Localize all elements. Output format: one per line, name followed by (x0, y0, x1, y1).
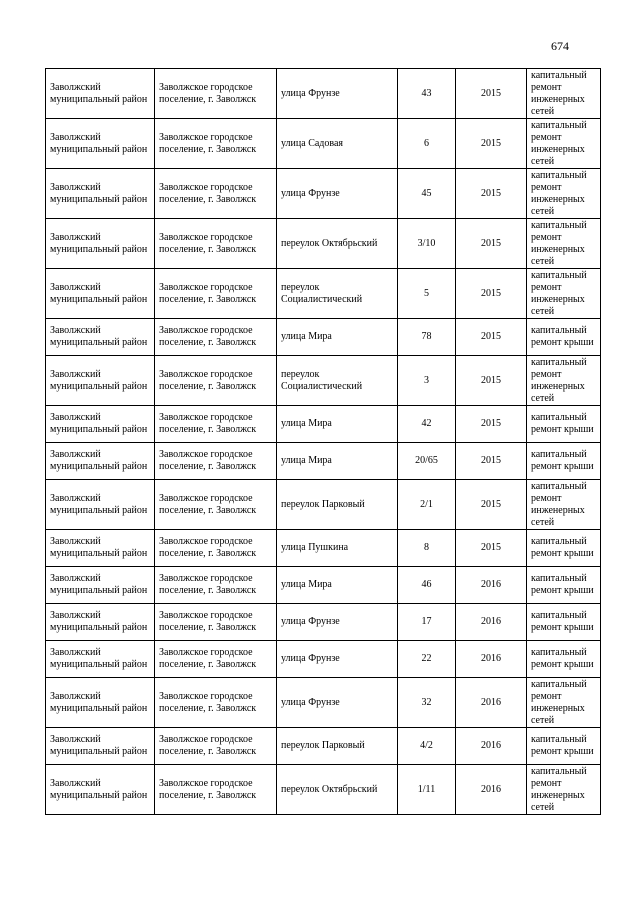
street-cell: переулок Октябрьский (277, 219, 398, 269)
district-cell: Заволжский муниципальный район (46, 765, 155, 815)
house-number-cell: 42 (398, 406, 456, 443)
year-cell: 2015 (456, 480, 527, 530)
work-type-cell: капитальный ремонт крыши (527, 406, 601, 443)
house-number-cell: 78 (398, 319, 456, 356)
year-cell: 2015 (456, 530, 527, 567)
settlement-cell: Заволжское городское поселение, г. Заволжск (155, 604, 277, 641)
settlement-cell: Заволжское городское поселение, г. Заволжск (155, 406, 277, 443)
house-number-cell: 20/65 (398, 443, 456, 480)
housing-repair-table (45, 68, 601, 815)
work-type-cell: капитальный ремонт инженерных сетей (527, 169, 601, 219)
house-number-cell: 46 (398, 567, 456, 604)
settlement-cell: Заволжское городское поселение, г. Заволжск (155, 269, 277, 319)
house-number-cell: 3/10 (398, 219, 456, 269)
year-cell: 2016 (456, 567, 527, 604)
district-cell: Заволжский муниципальный район (46, 69, 155, 119)
work-type-cell: капитальный ремонт инженерных сетей (527, 119, 601, 169)
street-cell: переулок Парковый (277, 728, 398, 765)
year-cell: 2015 (456, 356, 527, 406)
district-cell: Заволжский муниципальный район (46, 356, 155, 406)
street-cell: улица Пушкина (277, 530, 398, 567)
street-cell: улица Мира (277, 443, 398, 480)
table-row (46, 678, 601, 728)
year-cell: 2016 (456, 765, 527, 815)
street-cell: переулок Социалистический (277, 269, 398, 319)
year-cell: 2015 (456, 319, 527, 356)
table-row (46, 69, 601, 119)
year-cell: 2015 (456, 443, 527, 480)
district-cell: Заволжский муниципальный район (46, 480, 155, 530)
district-cell: Заволжский муниципальный район (46, 406, 155, 443)
settlement-cell: Заволжское городское поселение, г. Заволжск (155, 530, 277, 567)
year-cell: 2015 (456, 406, 527, 443)
district-cell: Заволжский муниципальный район (46, 169, 155, 219)
table-row (46, 728, 601, 765)
house-number-cell: 17 (398, 604, 456, 641)
table-row (46, 443, 601, 480)
table-row (46, 567, 601, 604)
district-cell: Заволжский муниципальный район (46, 641, 155, 678)
house-number-cell: 5 (398, 269, 456, 319)
street-cell: улица Фрунзе (277, 678, 398, 728)
street-cell: улица Мира (277, 319, 398, 356)
year-cell: 2015 (456, 219, 527, 269)
settlement-cell: Заволжское городское поселение, г. Заволжск (155, 443, 277, 480)
table-row (46, 269, 601, 319)
table-row (46, 480, 601, 530)
work-type-cell: капитальный ремонт крыши (527, 443, 601, 480)
district-cell: Заволжский муниципальный район (46, 269, 155, 319)
year-cell: 2016 (456, 641, 527, 678)
work-type-cell: капитальный ремонт крыши (527, 641, 601, 678)
street-cell: улица Фрунзе (277, 69, 398, 119)
street-cell: улица Мира (277, 567, 398, 604)
settlement-cell: Заволжское городское поселение, г. Заволжск (155, 356, 277, 406)
year-cell: 2016 (456, 728, 527, 765)
settlement-cell: Заволжское городское поселение, г. Заволжск (155, 169, 277, 219)
street-cell: переулок Социалистический (277, 356, 398, 406)
house-number-cell: 4/2 (398, 728, 456, 765)
settlement-cell: Заволжское городское поселение, г. Заволжск (155, 119, 277, 169)
work-type-cell: капитальный ремонт крыши (527, 728, 601, 765)
table-row (46, 319, 601, 356)
district-cell: Заволжский муниципальный район (46, 219, 155, 269)
house-number-cell: 22 (398, 641, 456, 678)
work-type-cell: капитальный ремонт инженерных сетей (527, 678, 601, 728)
year-cell: 2016 (456, 678, 527, 728)
year-cell: 2015 (456, 119, 527, 169)
work-type-cell: капитальный ремонт крыши (527, 319, 601, 356)
settlement-cell: Заволжское городское поселение, г. Заволжск (155, 678, 277, 728)
table-row (46, 406, 601, 443)
work-type-cell: капитальный ремонт инженерных сетей (527, 480, 601, 530)
house-number-cell: 43 (398, 69, 456, 119)
street-cell: улица Фрунзе (277, 169, 398, 219)
street-cell: переулок Парковый (277, 480, 398, 530)
street-cell: улица Мира (277, 406, 398, 443)
district-cell: Заволжский муниципальный район (46, 119, 155, 169)
settlement-cell: Заволжское городское поселение, г. Заволжск (155, 69, 277, 119)
district-cell: Заволжский муниципальный район (46, 530, 155, 567)
district-cell: Заволжский муниципальный район (46, 319, 155, 356)
street-cell: улица Фрунзе (277, 641, 398, 678)
year-cell: 2015 (456, 269, 527, 319)
settlement-cell: Заволжское городское поселение, г. Заволжск (155, 641, 277, 678)
settlement-cell: Заволжское городское поселение, г. Заволжск (155, 319, 277, 356)
work-type-cell: капитальный ремонт инженерных сетей (527, 356, 601, 406)
table-row (46, 219, 601, 269)
district-cell: Заволжский муниципальный район (46, 443, 155, 480)
page-number: 674 (551, 39, 569, 53)
table-row (46, 169, 601, 219)
house-number-cell: 45 (398, 169, 456, 219)
house-number-cell: 32 (398, 678, 456, 728)
table-row (46, 530, 601, 567)
year-cell: 2015 (456, 169, 527, 219)
table-row (46, 765, 601, 815)
house-number-cell: 6 (398, 119, 456, 169)
street-cell: улица Садовая (277, 119, 398, 169)
district-cell: Заволжский муниципальный район (46, 567, 155, 604)
work-type-cell: капитальный ремонт инженерных сетей (527, 765, 601, 815)
work-type-cell: капитальный ремонт инженерных сетей (527, 69, 601, 119)
work-type-cell: капитальный ремонт крыши (527, 530, 601, 567)
table-row (46, 641, 601, 678)
district-cell: Заволжский муниципальный район (46, 678, 155, 728)
year-cell: 2015 (456, 69, 527, 119)
work-type-cell: капитальный ремонт крыши (527, 567, 601, 604)
street-cell: улица Фрунзе (277, 604, 398, 641)
settlement-cell: Заволжское городское поселение, г. Заволжск (155, 728, 277, 765)
settlement-cell: Заволжское городское поселение, г. Заволжск (155, 567, 277, 604)
street-cell: переулок Октябрьский (277, 765, 398, 815)
settlement-cell: Заволжское городское поселение, г. Заволжск (155, 219, 277, 269)
house-number-cell: 2/1 (398, 480, 456, 530)
table-row (46, 119, 601, 169)
district-cell: Заволжский муниципальный район (46, 728, 155, 765)
table-row (46, 356, 601, 406)
house-number-cell: 8 (398, 530, 456, 567)
work-type-cell: капитальный ремонт инженерных сетей (527, 219, 601, 269)
year-cell: 2016 (456, 604, 527, 641)
settlement-cell: Заволжское городское поселение, г. Заволжск (155, 765, 277, 815)
district-cell: Заволжский муниципальный район (46, 604, 155, 641)
house-number-cell: 3 (398, 356, 456, 406)
table-row (46, 604, 601, 641)
work-type-cell: капитальный ремонт инженерных сетей (527, 269, 601, 319)
house-number-cell: 1/11 (398, 765, 456, 815)
settlement-cell: Заволжское городское поселение, г. Заволжск (155, 480, 277, 530)
work-type-cell: капитальный ремонт крыши (527, 604, 601, 641)
